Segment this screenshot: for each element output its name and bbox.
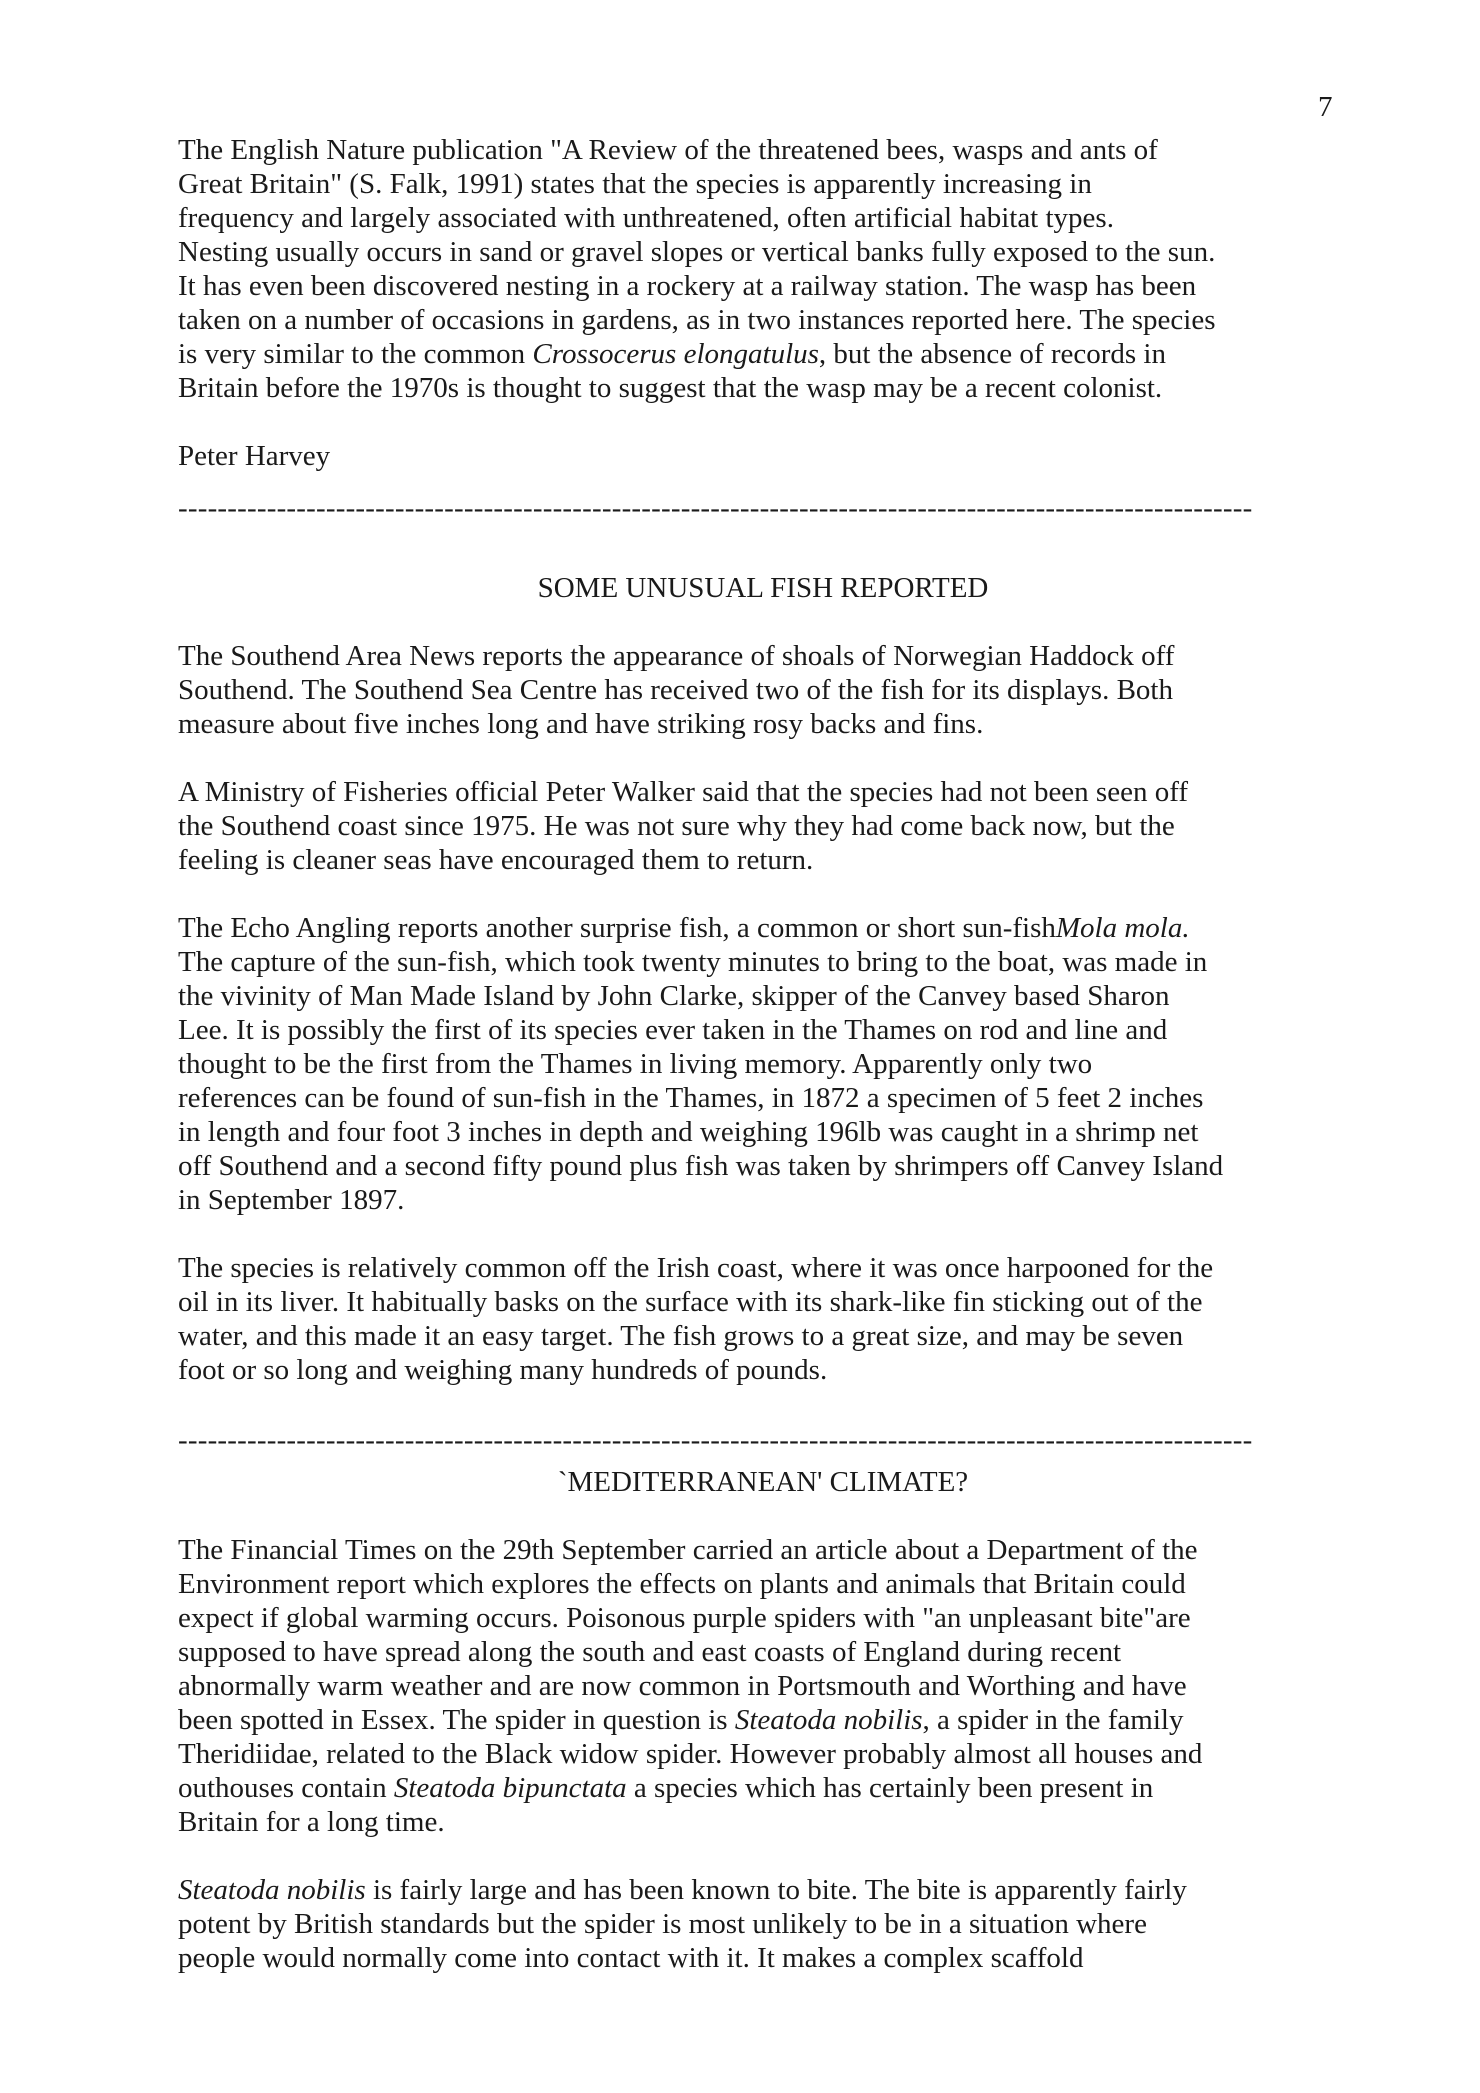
text-line: is very similar to the common xyxy=(178,338,533,370)
text-line: Great Britain" (S. Falk, 1991) states that the species is apparently increasing in xyxy=(178,168,1092,200)
section-divider: ------------------------------------------------------------------------------------------------------------- xyxy=(178,1424,1253,1456)
text-line: Britain for a long time. xyxy=(178,1806,445,1838)
fish-article xyxy=(178,571,1348,1387)
climate-paragraph-2 xyxy=(178,1873,1348,1975)
fish-paragraph-3 xyxy=(178,911,1348,1217)
species-name: Steatoda nobilis xyxy=(734,1704,923,1736)
fish-paragraph-1 xyxy=(178,639,1348,741)
species-name: Steatoda bipunctata xyxy=(393,1772,627,1804)
text-line: Theridiidae, related to the Black widow spider. However probably almost all houses and xyxy=(178,1738,1203,1770)
text-line: The Echo Angling reports another surprise fish, a common or short sun-fish xyxy=(178,912,1056,944)
text-line: references can be found of sun-fish in the Thames, in 1872 a specimen of 5 feet 2 inches xyxy=(178,1082,1204,1114)
text-line: is fairly large and has been known to bite. The bite is apparently fairly xyxy=(365,1874,1187,1906)
text-line: Lee. It is possibly the first of its species ever taken in the Thames on rod and line and xyxy=(178,1014,1168,1046)
text-line: , a spider in the family xyxy=(922,1704,1184,1736)
text-line: The Southend Area News reports the appearance of shoals of Norwegian Haddock off xyxy=(178,640,1175,672)
page-content xyxy=(178,133,1348,1975)
text-line: in September 1897. xyxy=(178,1184,405,1216)
text-line: off Southend and a second fifty pound plus fish was taken by shrimpers off Canvey Island xyxy=(178,1150,1224,1182)
text-line: abnormally warm weather and are now common in Portsmouth and Worthing and have xyxy=(178,1670,1187,1702)
text-line: outhouses contain xyxy=(178,1772,394,1804)
text-line: Environment report which explores the effects on plants and animals that Britain could xyxy=(178,1568,1186,1600)
fish-paragraph-2 xyxy=(178,775,1348,877)
wasp-article xyxy=(178,133,1348,473)
text-line: water, and this made it an easy target. The fish grows to a great size, and may be seven xyxy=(178,1320,1184,1352)
text-line: , but the absence of records in xyxy=(818,338,1166,370)
text-line: Britain before the 1970s is thought to suggest that the wasp may be a recent colonist. xyxy=(178,372,1163,404)
climate-article xyxy=(178,1465,1348,1975)
text-line: the Southend coast since 1975. He was not sure why they had come back now, but the xyxy=(178,810,1175,842)
wasp-paragraph xyxy=(178,133,1348,405)
text-line: measure about five inches long and have striking rosy backs and fins. xyxy=(178,708,984,740)
text-line: It has even been discovered nesting in a rockery at a railway station. The wasp has been xyxy=(178,270,1197,302)
text-line: in length and four foot 3 inches in depth and weighing 196lb was caught in a shrimp net xyxy=(178,1116,1199,1148)
text-line: frequency and largely associated with unthreatened, often artificial habitat types. xyxy=(178,202,1114,234)
text-line: The capture of the sun-fish, which took twenty minutes to bring to the boat, was made in xyxy=(178,946,1208,978)
text-line: supposed to have spread along the south and east coasts of England during recent xyxy=(178,1636,1122,1668)
text-line: taken on a number of occasions in gardens, as in two instances reported here. The species xyxy=(178,304,1216,336)
species-name: Steatoda nobilis xyxy=(178,1874,366,1906)
text-line: potent by British standards but the spider is most unlikely to be in a situation where xyxy=(178,1908,1147,1940)
text-line: the vivinity of Man Made Island by John Clarke, skipper of the Canvey based Sharon xyxy=(178,980,1170,1012)
text-line: foot or so long and weighing many hundreds of pounds. xyxy=(178,1354,828,1386)
author-signature: Peter Harvey xyxy=(178,440,331,472)
text-line: expect if global warming occurs. Poisonous purple spiders with "an unpleasant bite"are xyxy=(178,1602,1191,1634)
section-heading: `MEDITERRANEAN' CLIMATE? xyxy=(557,1466,969,1498)
text-line: The species is relatively common off the Irish coast, where it was once harpooned for the xyxy=(178,1252,1214,1284)
page-number: 7 xyxy=(1318,91,1333,123)
fish-paragraph-4 xyxy=(178,1251,1348,1387)
section-heading: SOME UNUSUAL FISH REPORTED xyxy=(537,572,989,604)
species-name: Mola mola. xyxy=(1055,912,1190,944)
text-line: feeling is cleaner seas have encouraged them to return. xyxy=(178,844,814,876)
climate-paragraph-1 xyxy=(178,1533,1348,1839)
text-line: been spotted in Essex. The spider in question is xyxy=(178,1704,735,1736)
section-divider: ------------------------------------------------------------------------------------------------------------- xyxy=(178,492,1253,524)
text-line: The English Nature publication "A Review of the threatened bees, wasps and ants of xyxy=(178,134,1158,166)
text-line: Southend. The Southend Sea Centre has received two of the fish for its displays. Both xyxy=(178,674,1173,706)
text-line: a species which has certainly been present in xyxy=(626,1772,1154,1804)
text-line: Nesting usually occurs in sand or gravel slopes or vertical banks fully exposed to the sun. xyxy=(178,236,1216,268)
text-line: thought to be the first from the Thames in living memory. Apparently only two xyxy=(178,1048,1093,1080)
text-line: people would normally come into contact with it. It makes a complex scaffold xyxy=(178,1942,1084,1974)
species-name: Crossocerus elongatulus xyxy=(532,338,819,370)
text-line: The Financial Times on the 29th September carried an article about a Department of the xyxy=(178,1534,1198,1566)
text-line: oil in its liver. It habitually basks on the surface with its shark-like fin sticking out of the xyxy=(178,1286,1203,1318)
text-line: A Ministry of Fisheries official Peter Walker said that the species had not been seen off xyxy=(178,776,1189,808)
